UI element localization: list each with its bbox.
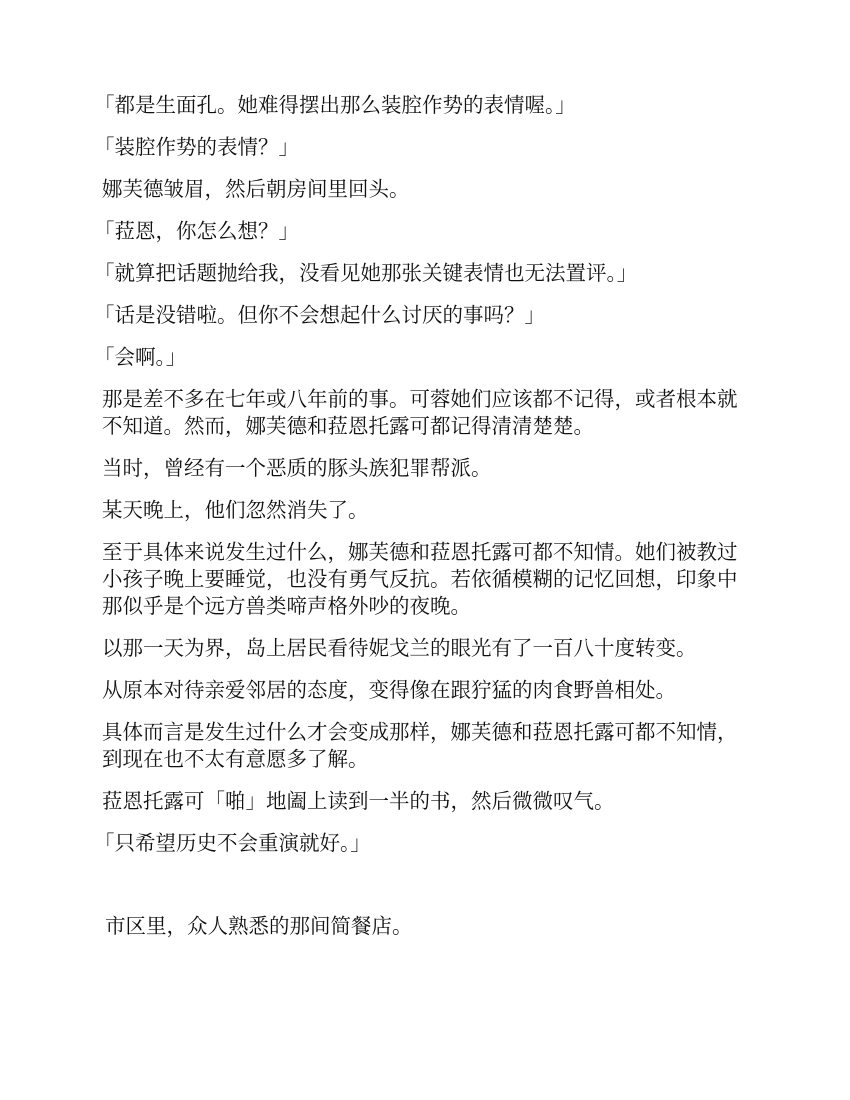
dialogue-line: 「就算把话题抛给我，没看见她那张关键表情也无法置评。」 — [94, 261, 638, 285]
narration-paragraph: 至于具体来说发生过什么，娜芙德和菈恩托露可都不知情。她们被教过小孩子晚上要睡觉，也没有勇气反抗。若依循模糊的记忆回想，印象中那似乎是个远方兽类啼声格外吵的夜晚。 — [102, 540, 738, 618]
dialogue-line: 「只希望历史不会重演就好。」 — [94, 831, 371, 855]
document-body — [94, 92, 752, 955]
dialogue-line: 「话是没错啦。但你不会想起什么讨厌的事吗？」 — [94, 303, 545, 327]
narration-paragraph: 某天晚上，他们忽然消失了。 — [102, 498, 369, 522]
dialogue-line: 「都是生面孔。她难得摆出那么装腔作势的表情喔。」 — [94, 93, 576, 117]
dialogue-line: 「会啊。」 — [94, 345, 187, 369]
section-break — [102, 872, 752, 913]
dialogue-line: 「装腔作势的表情？」 — [94, 135, 299, 159]
narration-paragraph: 那是差不多在七年或八年前的事。可蓉她们应该都不记得，或者根本就不知道。然而，娜芙德和菈恩托露可都记得清清楚楚。 — [102, 387, 738, 438]
narration-paragraph: 以那一天为界，岛上居民看待妮戈兰的眼光有了一百八十度转变。 — [102, 636, 697, 660]
narration-paragraph: 菈恩托露可「啪」地阖上读到一半的书，然后微微叹气。 — [102, 789, 615, 813]
dialogue-line: 「菈恩，你怎么想？」 — [94, 219, 299, 243]
narration-paragraph: 当时，曾经有一个恶质的豚头族犯罪帮派。 — [102, 456, 492, 480]
narration-paragraph: 娜芙德皱眉，然后朝房间里回头。 — [102, 177, 410, 201]
narration-paragraph: 从原本对待亲爱邻居的态度，变得像在跟狞猛的肉食野兽相处。 — [102, 678, 676, 702]
narration-paragraph: 具体而言是发生过什么才会变成那样，娜芙德和菈恩托露可都不知情，到现在也不太有意愿多了解。 — [102, 720, 738, 771]
scene-opening-line: 市区里，众人熟悉的那间简餐店。 — [105, 914, 413, 938]
